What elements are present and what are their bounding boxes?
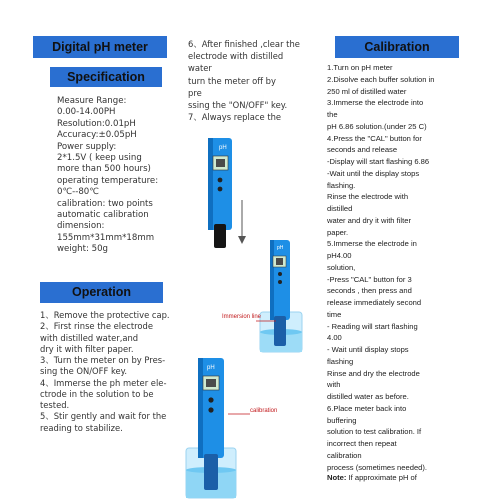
calibration-line: seconds , then press and: [327, 286, 412, 296]
calibration-heading: Calibration: [364, 40, 430, 54]
specification-line: Power supply:: [57, 141, 117, 152]
calibration-line: 5.Immerse the electrode in: [327, 239, 417, 249]
specification-heading-banner: [50, 67, 162, 87]
calibration-line: 4.00: [327, 333, 342, 343]
calibration-line: release immediately second: [327, 298, 422, 307]
calibration-line: flashing: [327, 356, 354, 366]
calibration-line: incorrect then repeat: [327, 439, 397, 448]
calibration-line: with: [327, 380, 341, 390]
meter-electrode: [204, 454, 218, 490]
ph-meter-illustration-2: [258, 240, 308, 360]
down-arrow-icon: [236, 200, 248, 245]
calibration-line: solution,: [327, 262, 356, 272]
calibration-line: -Press "CAL" button for 3: [327, 274, 412, 284]
operation-line: sing the ON/OFF key.: [40, 366, 128, 377]
immersion-line-label: Immersion line: [222, 314, 262, 320]
svg-text:pH: pH: [207, 365, 215, 371]
operation-line: dry it with filter paper.: [40, 343, 134, 354]
operation-line: tested.: [40, 400, 70, 410]
specification-line: 155mm*31mm*18mm: [57, 232, 155, 243]
calibration-line: distilled: [327, 204, 353, 213]
calibration-line: 4.Press the "CAL" button for: [327, 133, 422, 143]
specification-line: 0℃--80℃: [57, 187, 99, 198]
specification-line: weight: 50g: [57, 244, 108, 255]
calibration-line: flashing.: [327, 180, 356, 190]
steps-line: 6、After finished ,clear the: [188, 39, 300, 49]
specification-line: Resolution:0.01pH: [57, 118, 136, 129]
calibration-line: pH4.00: [327, 251, 352, 260]
operation-line: 4、Immerse the ph meter ele-: [40, 377, 167, 388]
specification-line: dimension:: [57, 221, 105, 232]
calibration-line: distilled water as before.: [327, 392, 409, 401]
calibration-line: 250 ml of distilled water: [327, 86, 407, 96]
calibration-line: paper.: [327, 227, 349, 237]
ph-meter-illustration-3: [180, 358, 240, 500]
immersion-line-pointer: [256, 320, 276, 322]
specification-heading: Specification: [67, 70, 145, 84]
specification-line: more than 500 hours): [57, 164, 151, 175]
calibration-line: 2.Disolve each buffer solution in: [327, 74, 435, 84]
specification-line: Measure Range:: [57, 96, 127, 106]
calibration-line: pH 6.86 solution.(under 25 C): [327, 121, 427, 131]
specification-line: 2*1.5V ( keep using: [57, 153, 142, 163]
meter-electrode: [214, 224, 226, 248]
steps-line: electrode with distilled: [188, 51, 284, 62]
calibration-line: seconds and release: [327, 145, 398, 155]
meter-label: pH: [219, 145, 227, 151]
calibration-line: 3.Immerse the electrode into: [327, 98, 424, 108]
specification-line: automatic calibration: [57, 210, 149, 220]
calibration-line: process (sometimes needed).: [327, 462, 428, 472]
specification-line: Accuracy:±0.05pH: [57, 130, 137, 141]
calibration-line: time: [327, 309, 342, 319]
operation-line: 3、Turn the meter on by Pres-: [40, 355, 166, 365]
operation-line: 1、Remove the protective cap.: [40, 310, 170, 320]
operation-heading-banner: [40, 282, 163, 303]
calibration-label: calibration: [250, 408, 278, 414]
page-title: Digital pH meter: [52, 40, 148, 54]
operation-line: with distilled water,and: [40, 332, 139, 343]
calibration-line: Rinse and dry the electrode: [327, 368, 420, 378]
calibration-line: -Display will start flashing 6.86: [327, 157, 430, 166]
steps-line: pre: [188, 87, 202, 98]
calibration-line: Rinse the electrode with: [327, 192, 409, 202]
calibration-line: the: [327, 110, 338, 119]
calibration-heading-banner: [335, 36, 459, 58]
calibration-line: water and dry it with filter: [327, 215, 411, 225]
operation-heading: Operation: [71, 285, 132, 299]
specification-line: operating temperature:: [57, 175, 159, 186]
specification-line: calibration: two points: [57, 198, 153, 209]
calibration-line: buffering: [327, 415, 357, 425]
operation-line: 5、Stir gently and wait for the: [40, 411, 167, 422]
steps-line: 7、Always replace the: [188, 112, 282, 123]
calibration-line: 1.Turn on pH meter: [327, 63, 393, 72]
calibration-line: - Wait until display stops: [327, 345, 409, 354]
steps-line: turn the meter off by: [188, 75, 276, 86]
steps-line: ssing the "ON/OFF" key.: [188, 100, 288, 110]
page-title-banner: [33, 36, 167, 58]
calibration-pointer: [228, 413, 250, 415]
specification-line: 0.00-14.00PH: [57, 107, 116, 118]
operation-line: reading to stabilize.: [40, 422, 123, 433]
steps-line: water: [188, 63, 212, 74]
calibration-line: solution to test calibration. If: [327, 427, 422, 437]
calibration-note: [327, 473, 417, 483]
meter-button-1: [218, 178, 223, 183]
svg-text:pH: pH: [277, 245, 284, 251]
calibration-line: 6.Place meter back into: [327, 403, 407, 413]
meter-button-2: [218, 187, 223, 192]
note-text: If approximate pH of: [346, 473, 417, 482]
calibration-line: - Reading will start flashing: [327, 321, 418, 331]
calibration-line: calibration: [327, 450, 362, 460]
operation-line: 2、First rinse the electrode: [40, 321, 154, 332]
operation-line: ctrode in the solution to be: [40, 388, 154, 399]
note-label: Note:: [327, 473, 347, 482]
calibration-line: -Wait until the display stops: [327, 168, 420, 178]
